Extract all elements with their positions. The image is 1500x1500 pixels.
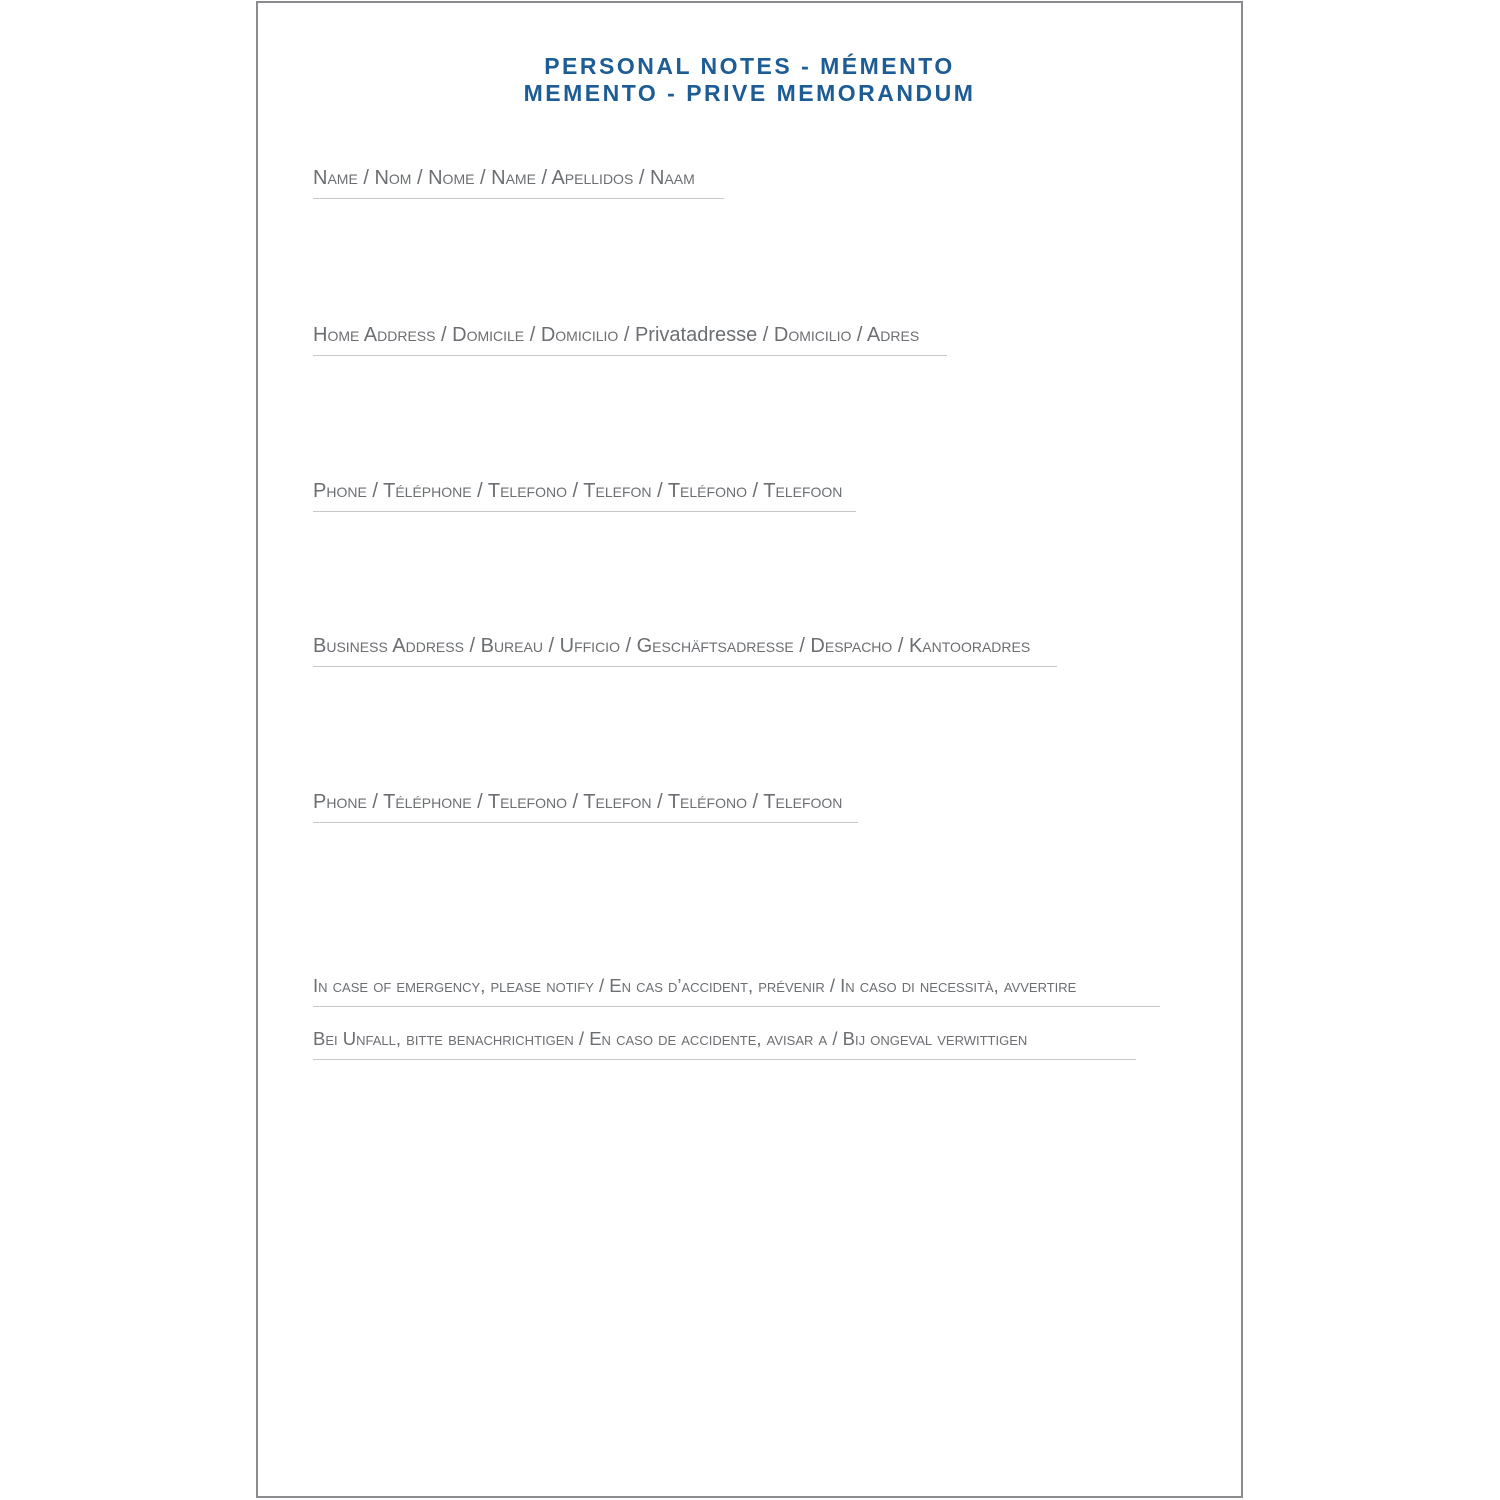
memento-page xyxy=(256,1,1243,1498)
emergency-contact-label-line-2: Bei Unfall, bitte benachrichtigen / En caso de accidente, avisar a / Bij ongeval verwittigen xyxy=(313,1028,1136,1060)
home-address-label-part-2: Privatadresse xyxy=(634,324,758,346)
home-address-field-label xyxy=(313,324,947,356)
home-address-label-part-1: Home Address / Domicile / Domicilio / xyxy=(313,324,635,346)
home-address-label-part-3: / Domicilio / Adres xyxy=(757,324,920,346)
emergency-contact-label-line-1: In case of emergency, please notify / En cas d’accident, prévenir / In caso di necessità, avvertire xyxy=(313,975,1160,1007)
page-title-line-1: PERSONAL NOTES - MÉMENTO xyxy=(544,53,955,79)
business-phone-field-label: Phone / Téléphone / Telefono / Telefon / Teléfono / Telefoon xyxy=(313,791,858,823)
business-address-field-label: Business Address / Bureau / Ufficio / Geschäftsadresse / Despacho / Kantooradres xyxy=(313,635,1057,667)
page-title-line-2: MEMENTO - PRIVE MEMORANDUM xyxy=(523,80,976,106)
phone-field-label: Phone / Téléphone / Telefono / Telefon / Teléfono / Telefoon xyxy=(313,480,856,512)
name-field-label: Name / Nom / Nome / Name / Apellidos / Naam xyxy=(313,167,724,199)
